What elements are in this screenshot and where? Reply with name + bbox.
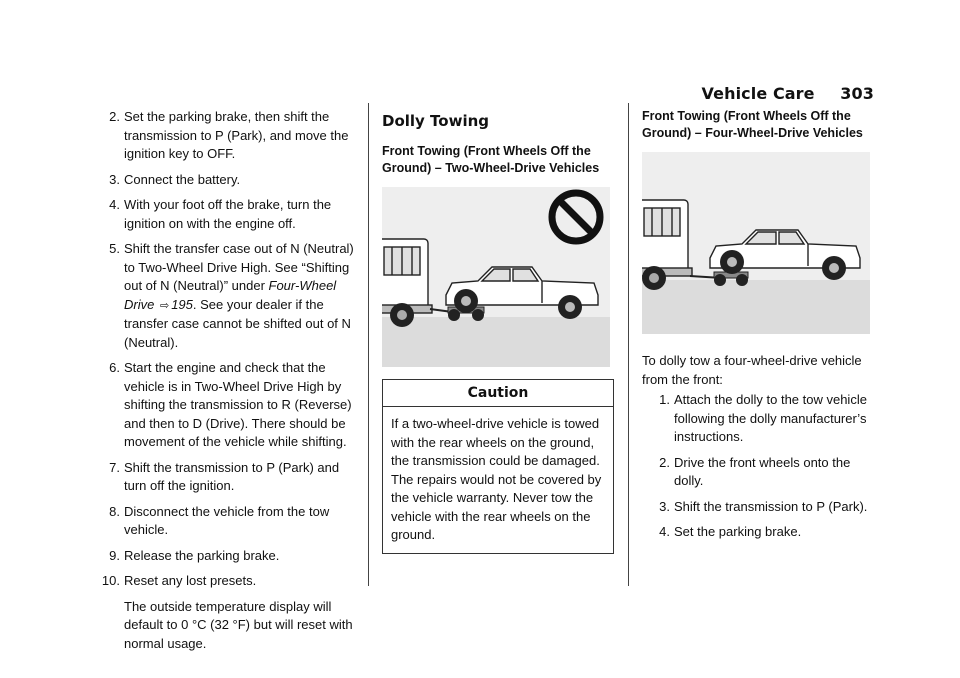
column-3: [642, 108, 874, 549]
column-divider-2: [628, 103, 629, 586]
column-1: [98, 108, 358, 653]
list-item: 3. Connect the battery.: [109, 171, 241, 187]
subsection-heading: Front Towing (Front Wheels Off the Ground) – Two-Wheel-Drive Vehicles: [382, 143, 600, 175]
two-wheel-drive-dolly-illustration: [382, 187, 610, 367]
list-item: 2. Set the parking brake, then shift the transmission to P (Park), and move the ignition key to OFF.: [109, 109, 349, 161]
list-item: 8. Disconnect the vehicle from the tow vehicle.: [109, 503, 330, 537]
column-2: [382, 108, 614, 554]
list-item: 5. Shift the transfer case out of N (Neutral) to Two-Wheel Drive High. See “Shifting out of N (Neutral)” under Four-Wheel Drive ⇨ 195. See your dealer if the transfer case cannot be shifted out of N (Neutral).: [109, 241, 354, 350]
section-heading: Dolly Towing: [382, 112, 489, 130]
list-item: 9. Release the parking brake.: [109, 547, 280, 563]
list-item: 4. With your foot off the brake, turn the ignition on with the engine off.: [109, 197, 332, 231]
note-paragraph: The outside temperature display will default to 0 °C (32 °F) but will reset with normal usage.: [124, 598, 353, 651]
page-reference-link[interactable]: 195: [171, 296, 193, 312]
list-item: 4. Set the parking brake.: [659, 524, 802, 539]
list-item: 1. Attach the dolly to the tow vehicle following the dolly manufacturer’s instructions.: [659, 392, 867, 444]
list-item: 10. Reset any lost presets.: [101, 573, 257, 588]
procedure-steps: [98, 108, 358, 591]
cross-reference-title[interactable]: Four-Wheel Drive: [124, 278, 337, 312]
page-number: 303: [840, 84, 874, 103]
list-item: 6. Start the engine and check that the vehicle is in Two-Wheel Drive High by shifting the transmission to R (Reverse) and then to D (Drive). There should be movement of the vehicle while shifting.: [109, 360, 352, 449]
section-title: Vehicle Care: [701, 84, 815, 103]
tow-vehicle-illustration: [382, 239, 432, 313]
procedure-steps: [642, 391, 874, 542]
list-item: 2. Drive the front wheels onto the dolly.: [659, 454, 851, 488]
subsection-heading: Front Towing (Front Wheels Off the Ground) – Four-Wheel-Drive Vehicles: [642, 109, 863, 140]
arrow-right-icon: ⇨: [159, 299, 170, 312]
column-divider-1: [368, 103, 369, 586]
four-wheel-drive-dolly-illustration: [642, 152, 870, 334]
list-item: 3. Shift the transmission to P (Park).: [659, 498, 868, 514]
intro-paragraph: To dolly tow a four-wheel-drive vehicle from the front:: [642, 353, 862, 387]
list-item: 7. Shift the transmission to P (Park) and turn off the ignition.: [109, 459, 340, 493]
tow-vehicle-illustration: [642, 200, 692, 276]
page-header: [702, 84, 874, 103]
caution-box: [382, 379, 614, 554]
caution-text: If a two-wheel-drive vehicle is towed with the rear wheels on the ground, the transmission could be damaged. The repairs would not be covered by the vehicle warranty. Never tow the vehicle with the rear wheels on the ground.: [391, 416, 602, 542]
caution-heading: Caution: [383, 380, 613, 408]
